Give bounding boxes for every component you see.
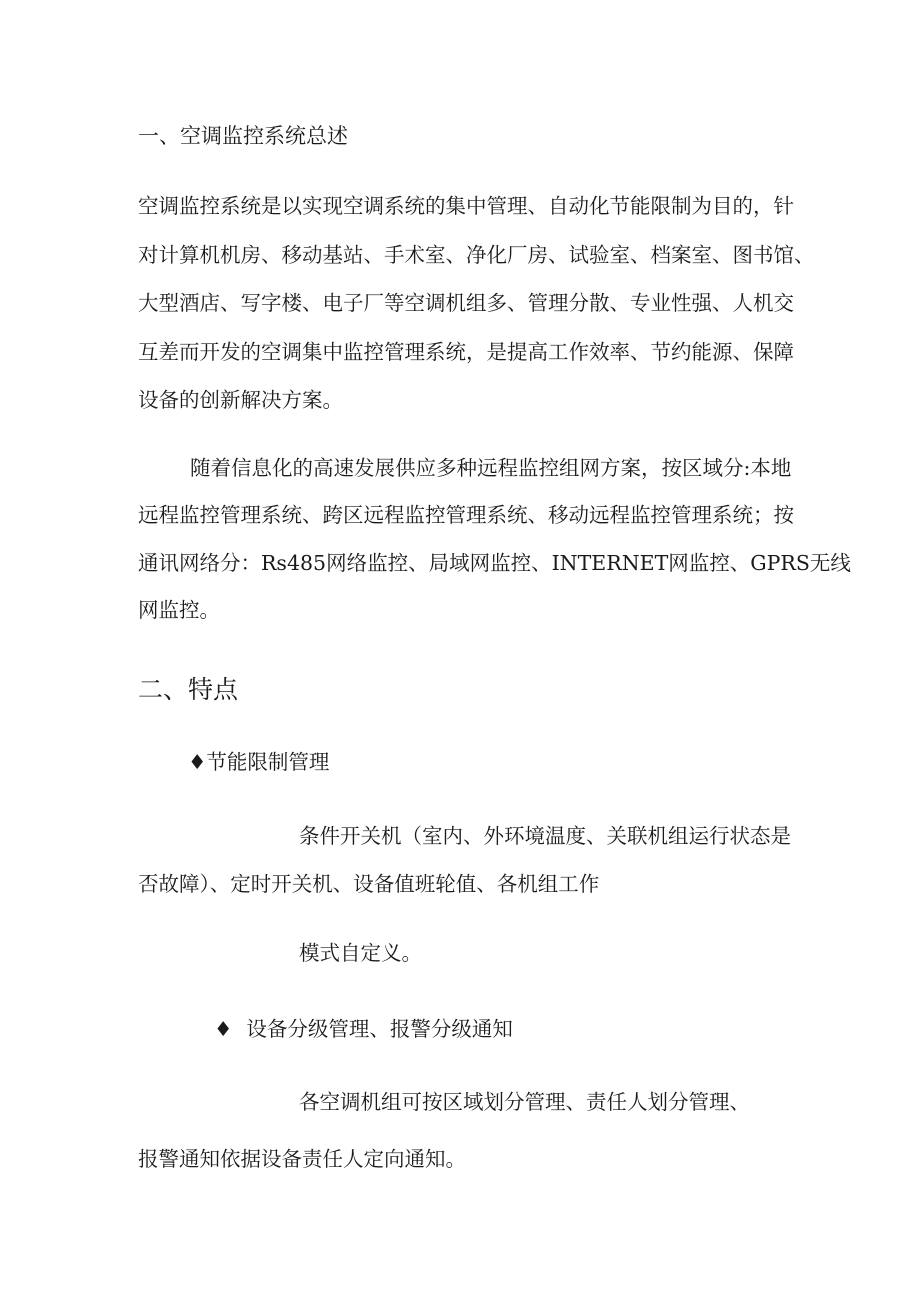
feature-title: 设备分级管理、报警分级通知 (246, 1017, 513, 1041)
paragraph-line: 设备的创新解决方案。 (138, 388, 343, 412)
paragraph-line: 远程监控管理系统、跨区远程监控管理系统、移动远程监控管理系统；按 (138, 503, 794, 527)
paragraph-line: 对计算机机房、移动基站、手术室、净化厂房、试验室、档案室、图书馆、 (138, 243, 815, 267)
paragraph-line: 报警通知依据设备责任人定向通知。 (138, 1147, 466, 1171)
paragraph-line: 随着信息化的高速发展供应多种远程监控组网方案，按区域分:本地 (190, 456, 792, 480)
paragraph-line: 通讯网络分：Rs485网络监控、局域网监控、INTERNET网监控、GPRS无线 (138, 551, 851, 575)
diamond-bullet-icon: ♦ (214, 1017, 233, 1041)
paragraph-line: 网监控。 (138, 598, 220, 622)
feature-title: 节能限制管理 (206, 750, 330, 774)
paragraph-line: 大型酒店、写字楼、电子厂等空调机组多、管理分散、专业性强、人机交 (138, 291, 794, 315)
paragraph-line: 模式自定义。 (299, 941, 422, 965)
paragraph-line: 条件开关机（室内、外环境温度、关联机组运行状态是 (299, 824, 791, 848)
paragraph-line: 互差而开发的空调集中监控管理系统，是提高工作效率、节约能源、保障 (138, 340, 794, 364)
paragraph-line: 否故障）、定时开关机、设备值班轮值、各机组工作 (138, 872, 600, 896)
feature-item-1-title (188, 752, 329, 773)
section-2-heading: 二、特点 (138, 675, 239, 704)
section-1-heading: 一、空调监控系统总述 (138, 124, 348, 148)
paragraph-line: 空调监控系统是以实现空调系统的集中管理、自动化节能限制为目的，针 (138, 194, 794, 218)
paragraph-line: 各空调机组可按区域划分管理、责任人划分管理、 (299, 1090, 750, 1114)
diamond-bullet-icon: ♦ (188, 750, 207, 774)
feature-item-2-title (214, 1019, 513, 1040)
